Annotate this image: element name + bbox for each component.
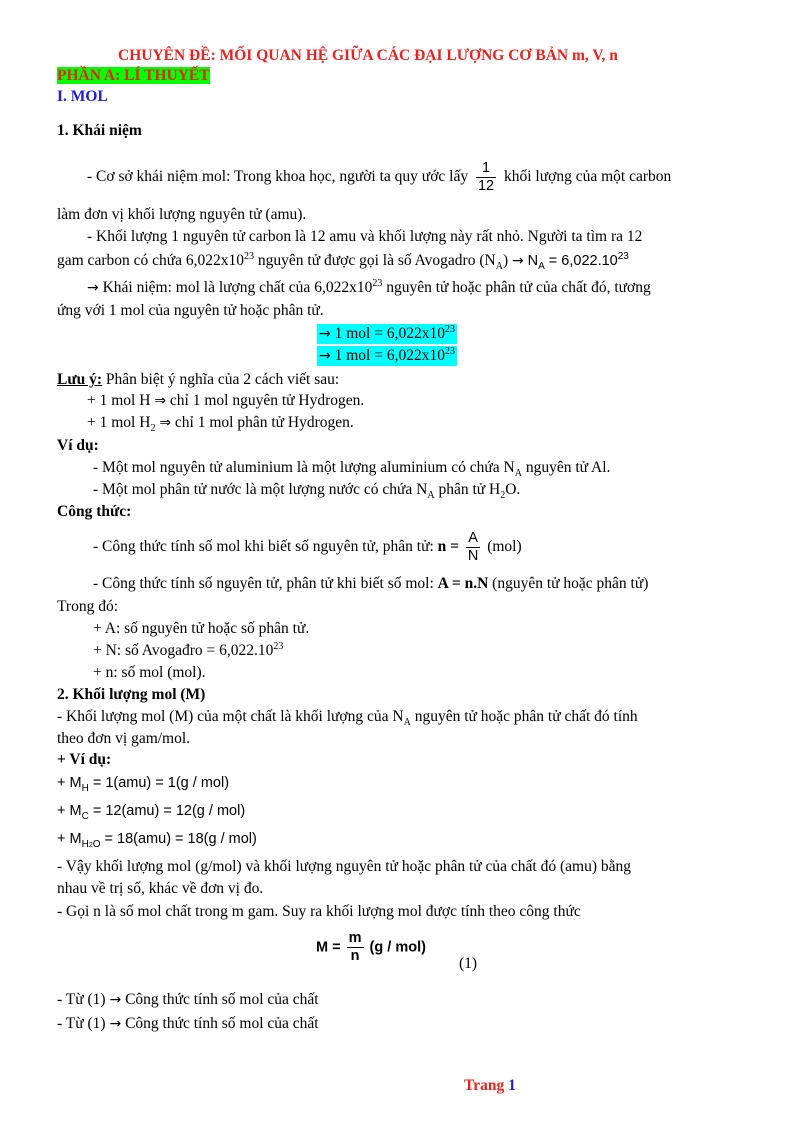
- superscript: 23: [372, 277, 383, 289]
- subsection-heading-1: 1. Khái niệm: [57, 122, 142, 139]
- paragraph-line: làm đơn vị khối lượng nguyên tử (amu).: [57, 206, 307, 223]
- text: Khái niệm: mol là lượng chất của 6,022x10: [98, 279, 373, 296]
- fraction-a-over-n: $\frac{A}{N}$: [467, 530, 479, 564]
- molar-mass-c: + $M_C = 12(amu) = 12(g / mol)$: [57, 803, 246, 822]
- equation-number: (1): [459, 955, 478, 972]
- right-arrow-icon: →: [109, 992, 122, 1008]
- text: gam carbon có chứa 6,022x10: [57, 252, 245, 269]
- paragraph-line: ứng với 1 mol của nguyên tử hoặc phân tử.: [57, 302, 324, 319]
- superscript: 23: [244, 250, 255, 262]
- text: nguyên tử được gọi là số Avogadro (N: [254, 252, 496, 269]
- molar-mass-definition: - Khối lượng mol (M) của một chất là khối lượng của $N_A$ nguyên tử hoặc phân tử chất đó tính: [57, 708, 638, 729]
- highlight-box-1: → 1 mol = $6,022x10^{23}$: [319, 323, 455, 342]
- paragraph-line: theo đơn vị gam/mol.: [57, 730, 191, 747]
- paragraph-avogadro: [57, 251, 629, 271]
- doc-title: CHUYÊN ĐỀ: MỐI QUAN HỆ GIỮA CÁC ĐẠI LƯỢNG CƠ BẢN m, V, n: [118, 47, 618, 64]
- text: ): [502, 252, 509, 269]
- example-label: Ví dụ:: [57, 437, 99, 454]
- molar-mass-water: + $M_{H2O} = 18(amu) = 18(g / mol)$: [57, 831, 257, 850]
- right-arrow-icon: →: [319, 326, 331, 342]
- molar-mass-example-label: + Ví dụ:: [57, 751, 112, 768]
- note-item-2: + 1 mol $H_2$ ⇒ chỉ 1 mol phân tử Hydrogen.: [87, 414, 354, 435]
- implies-arrow-icon: ⇒: [159, 415, 172, 431]
- text: nguyên tử hoặc phân tử của chất đó, tương: [382, 279, 651, 296]
- definition-n: - Gọi n là số mol chất trong m gam. Suy ra khối lượng mol được tính theo công thức: [57, 903, 581, 920]
- page-footer: [464, 1076, 516, 1096]
- right-arrow-icon: →: [109, 1016, 122, 1032]
- part-heading-text: PHẦN A: LÍ THUYẾT: [57, 67, 210, 84]
- highlight-box-2: → 1 mol = $6,022x10^{23}$: [319, 345, 455, 364]
- fraction-denominator: 12: [477, 178, 495, 194]
- right-arrow-icon: →: [87, 280, 99, 296]
- text: khối lượng của một carbon: [503, 168, 672, 186]
- formula-label: Công thức:: [57, 503, 132, 520]
- fraction-m-over-n: $\frac{m}{n}$: [348, 930, 362, 964]
- text: Phân biệt ý nghĩa của 2 cách viết sau:: [102, 371, 340, 388]
- where-item-mol: + n: số mol (mol).: [93, 664, 206, 681]
- note-label: Lưu ý:: [57, 371, 103, 388]
- section-heading: I. MOL: [57, 88, 108, 105]
- example-1: - Một mol nguyên tử aluminium là một lượng aluminium có chứa $N_A$ nguyên tử Al.: [93, 459, 611, 480]
- note-line: [57, 370, 339, 390]
- right-arrow-icon: →: [512, 253, 524, 269]
- right-arrow-icon: →: [319, 348, 331, 364]
- note-item-1: + 1 mol H ⇒ chỉ 1 mol nguyên tử Hydrogen.: [87, 392, 365, 409]
- molar-mass-formula: M = $\frac{m}{n}$ (g / mol): [316, 930, 426, 964]
- example-2: - Một mol phân tử nước là một lượng nước có chứa $N_A$ phân tử $H_2O$.: [93, 481, 521, 502]
- subsection-heading-2: 2. Khối lượng mol (M): [57, 686, 206, 703]
- formula-mol-count: - Công thức tính số mol khi biết số nguyên tử, phân tử: n = $\frac{A}{N}$ (mol): [93, 530, 522, 564]
- from-eq-1: - Từ (1) → Công thức tính số mol của chất: [57, 991, 319, 1008]
- paragraph-definition: [87, 278, 651, 298]
- where-item-n: + N: số Avogađro = $6,022.10^{23}$: [93, 640, 284, 659]
- page-number: 1: [508, 1077, 516, 1094]
- where-item-a: + A: số nguyên tử hoặc số phân tử.: [93, 620, 310, 637]
- conclusion-line-2: nhau về trị số, khác về đơn vị đo.: [57, 880, 264, 897]
- part-heading: [57, 66, 210, 86]
- where-label: Trong đó:: [57, 598, 119, 615]
- implies-arrow-icon: ⇒: [154, 393, 167, 409]
- avogadro-formula: $N_A = 6,022.10^{23}$: [527, 251, 629, 272]
- paragraph-mol-basis: [87, 160, 671, 195]
- conclusion-line-1: - Vậy khối lượng mol (g/mol) và khối lượng nguyên tử hoặc phân tử của chất đó (amu) bằng: [57, 858, 632, 875]
- molar-mass-h: + $M_H = 1(amu) = 1(g / mol)$: [57, 775, 230, 794]
- fraction-numerator: 1: [476, 160, 496, 178]
- from-eq-2: - Từ (1) → Công thức tính số mol của chất: [57, 1015, 319, 1032]
- fraction-1-12: [476, 160, 496, 195]
- formula-particle-count: - Công thức tính số nguyên tử, phân tử khi biết số mol: A = n.N (nguyên tử hoặc phân tử): [93, 575, 649, 592]
- footer-label: Trang: [464, 1077, 505, 1094]
- subscript: A: [495, 261, 503, 273]
- text: - Cơ sở khái niệm mol: Trong khoa học, người ta quy ước lấy: [87, 168, 469, 186]
- paragraph-line: - Khối lượng 1 nguyên tử carbon là 12 amu và khối lượng này rất nhỏ. Người ta tìm ra 12: [87, 228, 643, 245]
